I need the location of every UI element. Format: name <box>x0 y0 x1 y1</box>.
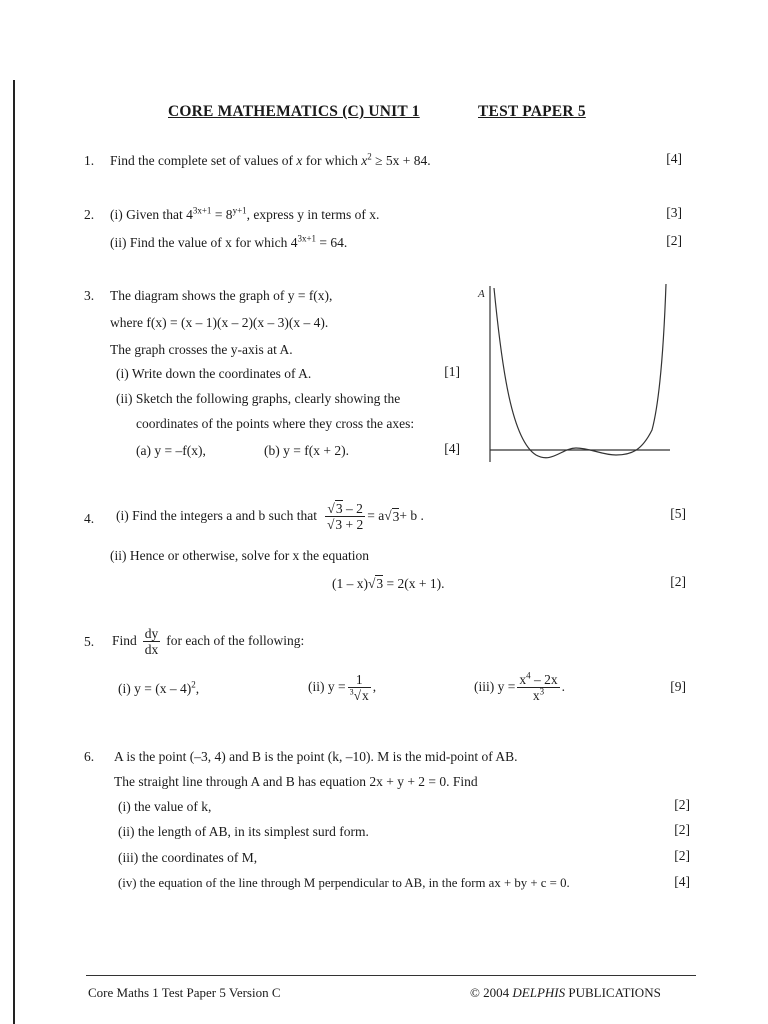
q6-number: 6. <box>84 749 95 764</box>
q6-part-iv: (iv) the equation of the line through M perpendicular to AB, in the form ax + by + c = 0. <box>118 876 570 890</box>
q2-marks-i: [3] <box>666 205 682 220</box>
q6-part-iii: (iii) the coordinates of M, <box>118 850 258 865</box>
q3-part-b: (b) y = f(x + 2). <box>264 443 349 458</box>
q6-line2: The straight line through A and B has equation 2x + y + 2 = 0. Find <box>114 774 478 789</box>
q5-stem: Find $\frac{dy}{dx}$ for each of the following: <box>112 625 305 657</box>
q5-part-iii: (iii) y = $\frac{x^4 - 2x}{x^3}$ . <box>474 670 565 703</box>
q3-marks-i: [1] <box>444 364 460 379</box>
footer-copyright: © 2004 DELPHIS PUBLICATIONS <box>470 985 661 1000</box>
q5-part-i: (i) y = (x – 4)$^2$, <box>118 679 200 696</box>
q1-number: 1. <box>84 153 95 168</box>
q1-text: Find the complete set of values of x for which $x^2 \ge 5x + 84$. <box>110 151 431 168</box>
curve-fx <box>494 284 666 458</box>
q5-derivative: $\frac{dy}{dx}$ <box>144 625 159 657</box>
q4-number: 4. <box>84 511 95 526</box>
q3-number: 3. <box>84 288 95 303</box>
footer-rule <box>86 975 696 976</box>
quartic-graph <box>474 280 674 465</box>
q3-part-ii-line2: coordinates of the points where they cross the axes: <box>136 416 415 431</box>
q4-equation: (1 – x)√3 = 2(x + 1). <box>332 576 445 591</box>
q2-part-ii: (ii) Find the value of x for which $4^{3x+1} = 64$. <box>110 233 348 250</box>
point-a-label: A <box>478 288 485 300</box>
q2-number: 2. <box>84 207 95 222</box>
q4-part-i: (i) Find the integers a and b such that $\frac{√3 - 2}{√3 + 2}$ = a √ 3 + b . <box>116 500 424 532</box>
q6-part-i: (i) the value of k, <box>118 799 212 814</box>
q5-marks: [9] <box>670 679 686 694</box>
footer-version: Core Maths 1 Test Paper 5 Version C <box>88 985 281 1000</box>
q4-part-ii: (ii) Hence or otherwise, solve for x the equation <box>110 548 370 563</box>
q1-marks: [4] <box>666 151 682 166</box>
q6-marks-i: [2] <box>674 797 690 812</box>
q3-line1: The diagram shows the graph of y = f(x), <box>110 288 333 303</box>
q6-marks-ii: [2] <box>674 822 690 837</box>
q3-part-ii-line1: (ii) Sketch the following graphs, clearly showing the <box>116 391 401 406</box>
paper-title: CORE MATHEMATICS (C) UNIT 1 <box>168 103 420 120</box>
binding-line <box>13 80 15 1024</box>
q5-part-ii: (ii) y = $\frac{1}{^3√x}$ , <box>308 671 377 703</box>
q3-line2: where f(x) = (x – 1)(x – 2)(x – 3)(x – 4). <box>110 315 329 330</box>
q4-marks-i: [5] <box>670 506 686 521</box>
q6-marks-iv: [4] <box>674 874 690 889</box>
q4-fraction: $\frac{√3 - 2}{√3 + 2}$ <box>326 500 364 532</box>
paper-number: TEST PAPER 5 <box>478 103 586 120</box>
q2-part-i: (i) Given that $4^{3x+1} = 8^{y+1}$, express y in terms of x. <box>110 205 380 222</box>
q2-marks-ii: [2] <box>666 233 682 248</box>
q3-part-a: (a) y = –f(x), <box>136 443 206 458</box>
q5-number: 5. <box>84 634 95 649</box>
q3-marks-ii: [4] <box>444 441 460 456</box>
q4-marks-ii: [2] <box>670 574 686 589</box>
q6-marks-iii: [2] <box>674 848 690 863</box>
q3-line3: The graph crosses the y-axis at A. <box>110 342 293 357</box>
q6-part-ii: (ii) the length of AB, in its simplest surd form. <box>118 824 369 839</box>
q6-line1: A is the point (–3, 4) and B is the point (k, –10). M is the mid-point of AB. <box>114 749 518 764</box>
q3-part-i: (i) Write down the coordinates of A. <box>116 366 312 381</box>
